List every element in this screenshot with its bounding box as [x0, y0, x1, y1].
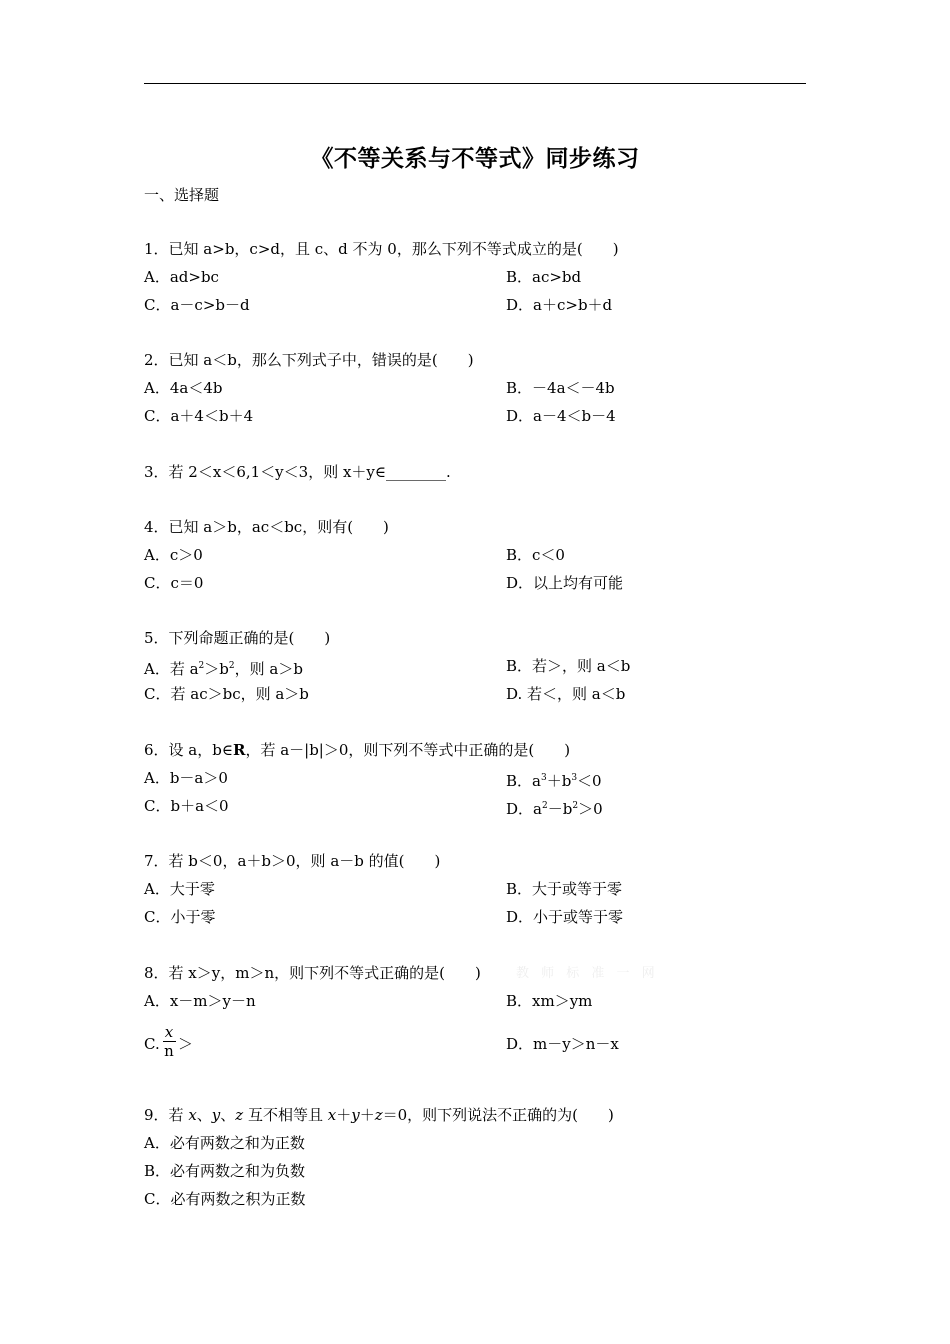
question-4-option-a: A．c＞0 [144, 546, 203, 564]
question-8-option-b: B．xm＞ym [506, 992, 593, 1010]
faint-watermark: 教 师 标 准 一 网 [516, 966, 659, 981]
question-2-option-b: B．－4a＜－4b [506, 379, 615, 397]
question-7-option-d: D．小于或等于零 [506, 908, 624, 926]
question-6-option-b: B．$a^3+b^3<0$ [506, 772, 602, 790]
question-1-option-d: D．a＋c>b＋d [506, 296, 613, 314]
question-6-option-a: A．b－a＞0 [144, 769, 228, 787]
question-9-stem: 9．若 x、y、z 互不相等且 x＋y＋z＝0，则下列说法不正确的为( ) [144, 1106, 614, 1124]
question-8-option-c-relation: ＞ [178, 1035, 194, 1053]
question-7-stem: 7．若 b＜0，a＋b＞0，则 a－b 的值( ) [144, 852, 441, 870]
header-rule [144, 83, 806, 84]
fraction-denominator: n [164, 1042, 174, 1060]
question-1-stem: 1．已知 a>b，c>d，且 c、d 不为 0，那么下列不等式成立的是( ) [144, 240, 619, 258]
question-2-option-d: D．a－4＜b－4 [506, 407, 616, 425]
question-8-option-c-fraction [162, 1024, 176, 1059]
section-heading: 一、选择题 [144, 186, 220, 204]
question-1-option-a: A．ad>bc [144, 268, 219, 286]
question-2-stem: 2．已知 a＜b，那么下列式子中，错误的是( ) [144, 351, 474, 369]
question-6-option-d: D．$a^2-b^2>0$ [506, 800, 603, 818]
question-5-option-c: C．若 ac＞bc，则 a＞b [144, 685, 309, 703]
question-5-stem: 5．下列命题正确的是( ) [144, 629, 331, 647]
question-9-option-a: A．必有两数之和为正数 [144, 1134, 305, 1152]
question-4-stem: 4．已知 a＞b，ac＜bc，则有( ) [144, 518, 389, 536]
question-2-option-c: C．a＋4＜b＋4 [144, 407, 254, 425]
question-8-stem: 8．若 x＞y，m＞n，则下列不等式正确的是( ) [144, 964, 481, 982]
question-6-stem: 6．设 a，b∈R，若 a－|b|＞0，则下列不等式中正确的是( ) [144, 741, 571, 759]
question-5-option-d: D. 若＜，则 a＜b [506, 685, 626, 703]
question-3-stem: 3．若 2＜x＜6,1＜y＜3，则 x＋y∈________. [144, 463, 451, 481]
page-title: 《不等关系与不等式》同步练习 [310, 145, 640, 172]
question-5-option-b: B．若＞，则 a＜b [506, 657, 631, 675]
question-4-option-c: C．c＝0 [144, 574, 204, 592]
question-2-option-a: A．4a＜4b [144, 379, 223, 397]
question-7-option-c: C．小于零 [144, 908, 216, 926]
question-8-option-d: D．m－y＞n－x [506, 1035, 619, 1053]
question-7-option-b: B．大于或等于零 [506, 880, 623, 898]
question-9-option-b: B．必有两数之和为负数 [144, 1162, 306, 1180]
question-4-option-d: D．以上均有可能 [506, 574, 624, 592]
question-4-option-b: B．c＜0 [506, 546, 565, 564]
question-6-option-c: C．b＋a＜0 [144, 797, 229, 815]
question-5-option-a: A．若 $a^2>b^2$，则 a＞b [144, 660, 303, 678]
question-7-option-a: A．大于零 [144, 880, 215, 898]
question-1-option-b: B．ac>bd [506, 268, 582, 286]
question-8-option-a: A．x－m＞y－n [144, 992, 256, 1010]
fraction-numerator: x [164, 1023, 174, 1041]
question-1-option-c: C．a－c>b－d [144, 296, 250, 314]
question-8-option-c-label: C. [144, 1035, 160, 1053]
question-9-option-c: C．必有两数之积为正数 [144, 1190, 306, 1208]
